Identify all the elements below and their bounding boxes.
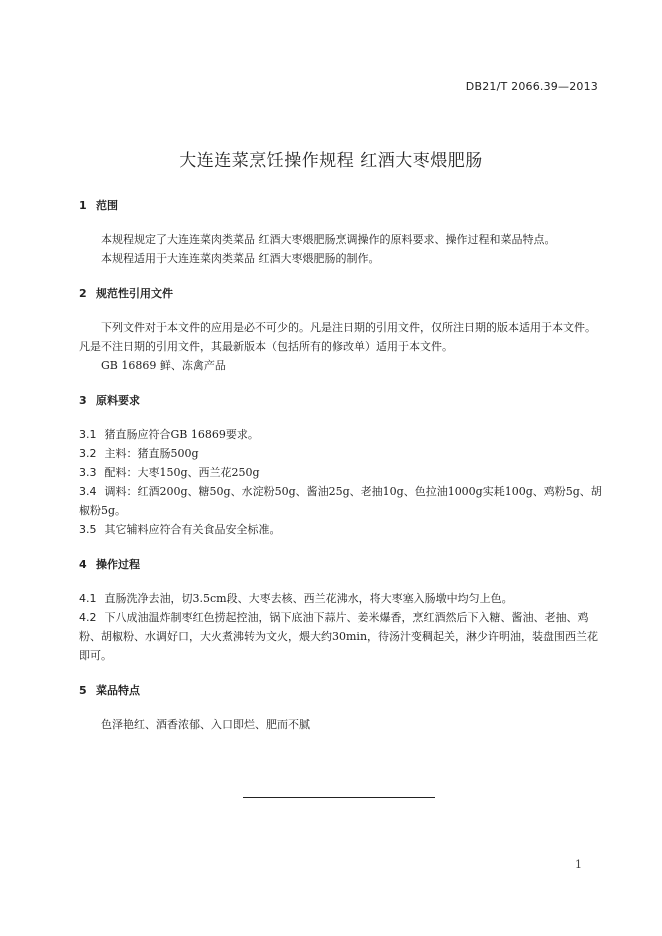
section-heading-scope (79, 196, 604, 215)
section-title: 规范性引用文件 (96, 287, 173, 300)
section-title: 操作过程 (96, 558, 140, 571)
item-text: 主料：猪直肠500g (104, 447, 199, 460)
paragraph: 下列文件对于本文件的应用是必不可少的。凡是注日期的引用文件，仅所注日期的版本适用于本文件。凡是不注日期的引用文件，其最新版本（包括所有的修改单）适用于本文件。 (79, 321, 596, 353)
section-number: 3 (79, 394, 87, 407)
document-body (79, 196, 604, 734)
list-item (79, 444, 604, 463)
item-text: 配料：大枣150g、西兰花250g (104, 466, 260, 479)
list-item (79, 463, 604, 482)
section-heading-process (79, 555, 604, 574)
item-number: 3.2 (79, 447, 97, 460)
item-text: 直肠洗净去油，切3.5cm段、大枣去核、西兰花沸水，将大枣塞入肠墩中均匀上色。 (104, 592, 513, 605)
item-text: 调料：红酒200g、糖50g、水淀粉50g、酱油25g、老抽10g、色拉油1000g实耗100g、鸡粉5g、胡椒粉5g。 (79, 485, 602, 517)
section-title: 原料要求 (96, 394, 140, 407)
item-number: 3.5 (79, 523, 97, 536)
item-number: 3.3 (79, 466, 97, 479)
paragraph: 色泽艳红、酒香浓郁、入口即烂、肥而不腻 (101, 718, 310, 731)
item-number: 4.2 (79, 611, 97, 624)
section-number: 5 (79, 684, 87, 697)
page-number: 1 (575, 858, 582, 871)
paragraph: 本规程适用于大连连菜肉类菜品 红酒大枣煨肥肠的制作。 (101, 252, 380, 265)
section-number: 2 (79, 287, 87, 300)
item-text: 猪直肠应符合GB 16869要求。 (104, 428, 259, 441)
document-code: DB21/T 2066.39—2013 (465, 80, 598, 93)
paragraph: 本规程规定了大连连菜肉类菜品 红酒大枣煨肥肠烹调操作的原料要求、操作过程和菜品特点。 (101, 233, 556, 246)
section-title: 范围 (96, 199, 118, 212)
section-heading-features (79, 681, 604, 700)
section-heading-references (79, 284, 604, 303)
list-item (79, 589, 604, 608)
list-item (79, 482, 604, 520)
item-number: 4.1 (79, 592, 97, 605)
list-item (79, 520, 604, 539)
document-title: 大连连菜烹饪操作规程 红酒大枣煨肥肠 (179, 151, 483, 171)
item-number: 3.1 (79, 428, 97, 441)
section-number: 1 (79, 199, 87, 212)
section-number: 4 (79, 558, 87, 571)
item-number: 3.4 (79, 485, 97, 498)
end-rule (243, 797, 435, 798)
item-text: 其它辅料应符合有关食品安全标准。 (104, 523, 281, 536)
reference-entry: GB 16869 鲜、冻禽产品 (101, 359, 226, 372)
item-text: 下八成油温炸制枣红色捞起控油，锅下底油下蒜片、姜米爆香，烹红酒然后下入糖、酱油、老抽、鸡粉、胡椒粉、水调好口，大火煮沸转为文火，煨大约30min，待汤汁变稠起关，淋少许明油，装盘围西兰花即可。 (79, 611, 599, 662)
section-title: 菜品特点 (96, 684, 140, 697)
list-item (79, 608, 604, 665)
section-heading-materials (79, 391, 604, 410)
list-item (79, 425, 604, 444)
